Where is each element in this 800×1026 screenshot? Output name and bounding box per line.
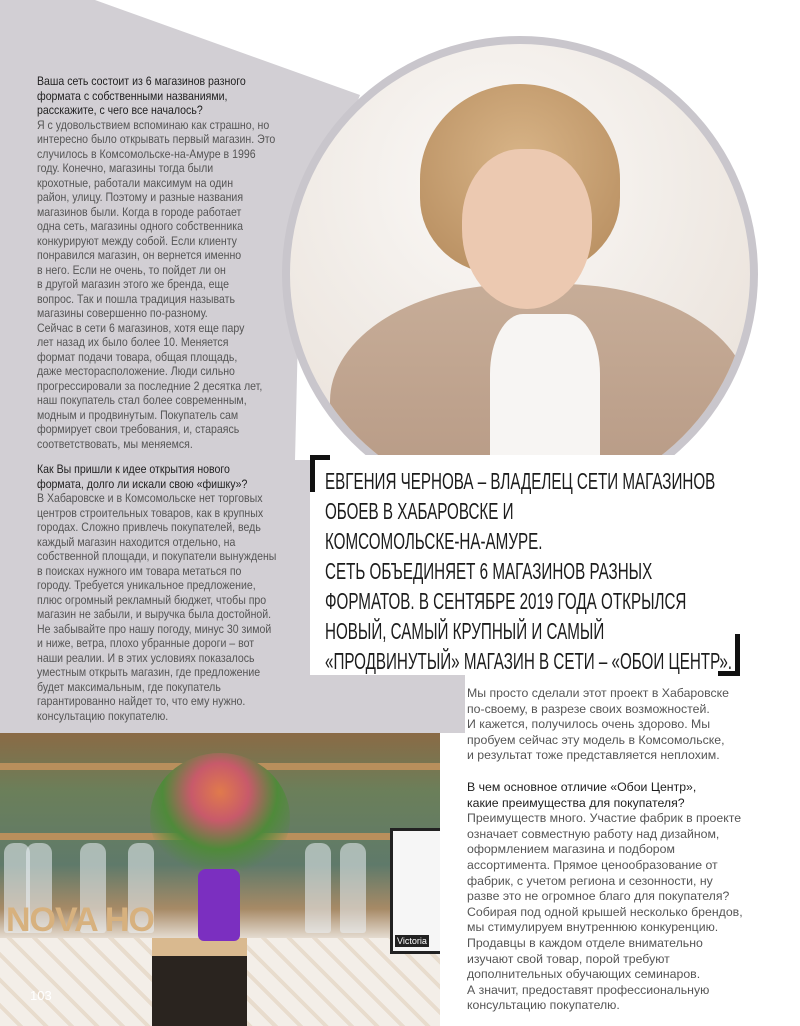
answer-text <box>467 811 743 1014</box>
purple-vase <box>198 869 240 941</box>
text-line: район, улицу. Поэтому и разные названия <box>37 190 244 204</box>
text-line: крохотные, работали максимум на один <box>37 175 234 190</box>
answer-text <box>37 491 276 723</box>
text-line: центров строительных товаров, как в крупных <box>37 505 264 520</box>
text-line: СЕТЬ ОБЪЕДИНЯЕТ 6 МАГАЗИНОВ РАЗНЫХ <box>325 558 653 584</box>
text-line: формирует свои требования, и, стараясь <box>37 422 240 436</box>
text-line: наш покупатель стал более современным, <box>37 393 247 407</box>
text-line: И кажется, получилось очень здорово. Мы <box>467 717 711 732</box>
text-line: НОВЫЙ, САМЫЙ КРУПНЫЙ И САМЫЙ <box>325 618 605 644</box>
text-line: будет максимальным, где покупатель <box>37 679 221 694</box>
text-line: мы стимулируем внутреннюю конкуренцию. <box>467 920 719 935</box>
text-line: лет назад их было более 10. Меняется <box>37 335 229 349</box>
wine-glass <box>305 843 331 933</box>
text-line: модным и продвинутым. Покупатель сам <box>37 407 239 422</box>
text-line: и результат тоже представляется неплохим. <box>467 748 720 763</box>
brand-sign <box>390 828 440 954</box>
text-line: магазины совершенно по-разному. <box>37 306 208 320</box>
text-line: Мы просто сделали этот проект в Хабаровске <box>467 686 729 700</box>
text-line: дополнительных обучающих семинаров. <box>467 967 701 982</box>
intro-text <box>467 686 743 764</box>
text-line: разве это не огромное благо для покупателя? <box>467 889 730 904</box>
text-line: Я с удовольствием вспоминаю как страшно, но <box>37 117 270 132</box>
question-line: В чем основное отличие «Обои Центр», <box>467 779 697 794</box>
question-line: формата, долго ли искали свою «фишку»? <box>37 476 248 491</box>
sign-label: Victoria <box>397 936 427 946</box>
question-line: Ваша сеть состоит из 6 магазинов разного <box>37 74 246 88</box>
question-line: Как Вы пришли к идее открытия нового <box>37 462 230 476</box>
text-line: Сейчас в сети 6 магазинов, хотя еще пару <box>37 320 245 335</box>
question-line: формата с собственными названиями, <box>37 88 228 103</box>
text-line: Не забывайте про нашу погоду, минус 30 зимой <box>37 621 272 636</box>
text-line: интересно было открывать первый магазин. Это <box>37 132 276 146</box>
table-center <box>152 938 247 1026</box>
text-line: магазин не забыли, и выручка была достойной. <box>37 607 272 621</box>
text-line: городу. Требуется уникальное предложение, <box>37 578 256 592</box>
text-line: случилось в Комсомольске-на-Амуре в 1996 <box>37 146 256 161</box>
text-line: В Хабаровске и в Комсомольске нет торговых <box>37 491 263 505</box>
portrait-face <box>462 149 592 309</box>
page-number: 103 <box>30 988 52 1003</box>
text-line: понравился магазин, он вернется именно <box>37 248 242 262</box>
text-line: фабрик, с учетом региона и сезонности, ну <box>467 873 713 888</box>
text-line: оформлением магазина и подбором <box>467 842 675 857</box>
text-line: наши реалии. И в этих условиях показалось <box>37 650 255 665</box>
text-line: «ПРОДВИНУТЫЙ» МАГАЗИН В СЕТИ – «ОБОИ ЦЕНТР». <box>325 648 733 674</box>
text-line: ОБОЕВ В ХАБАРОВСКЕ И <box>325 498 514 524</box>
store-interior-photo <box>0 733 440 1026</box>
question-line: какие преимущества для покупателя? <box>467 795 685 810</box>
text-line: консультацию покупателю. <box>37 708 169 723</box>
text-line: соответствовать, мы меняемся. <box>37 436 193 451</box>
pull-quote-text <box>325 466 733 676</box>
wine-glass <box>340 843 366 933</box>
text-line: ассортимента. Прямое ценообразование от <box>467 857 718 872</box>
flower-bouquet <box>150 753 290 883</box>
text-line: уместным открыть магазин, где предложение <box>37 665 261 679</box>
text-line: плюс огромный рекламный бюджет, чтобы про <box>37 592 267 607</box>
text-line: и ниже, ветра, плохо убранные дороги – вот <box>37 636 255 650</box>
text-line: по-своему, в разрезе своих возможностей. <box>467 701 710 716</box>
text-line: Преимуществ много. Участие фабрик в проекте <box>467 811 742 826</box>
left-column-section-2 <box>37 462 276 723</box>
answer-text <box>37 118 275 452</box>
text-line: А значит, предоставят профессиональную <box>467 982 710 997</box>
text-line: Собирая под одной крышей несколько брендов, <box>467 904 743 919</box>
text-line: КОМСОМОЛЬСКЕ-НА-АМУРЕ. <box>325 528 543 554</box>
text-line: пробуем сейчас эту модель в Комсомольске, <box>467 732 725 747</box>
text-line: ЕВГЕНИЯ ЧЕРНОВА – ВЛАДЕЛЕЦ СЕТИ МАГАЗИНОВ <box>325 468 716 494</box>
text-line: Продавцы в каждом отделе внимательно <box>467 935 703 950</box>
text-line: году. Конечно, магазины тогда были <box>37 161 214 175</box>
portrait-photo <box>290 44 750 504</box>
text-line: в поисках нужного им товара метаться по <box>37 563 242 578</box>
text-line: конкурируют между собой. Если клиенту <box>37 233 237 248</box>
text-line: формат подачи товара, общая площадь, <box>37 349 238 364</box>
text-line: одна сеть, магазины одного собственника <box>37 219 243 233</box>
left-column-section-1 <box>37 74 275 451</box>
text-line: гарантированно найдет то, что ему нужно. <box>37 694 246 708</box>
text-line: даже месторасположение. Люди сильно <box>37 364 235 378</box>
question-line: расскажите, с чего все началось? <box>37 103 203 117</box>
text-line: в него. Если не очень, то пойдет ли он <box>37 262 226 277</box>
text-line: означает совместную работу над дизайном, <box>467 826 720 841</box>
text-line: прогрессировали за последние 2 десятка лет, <box>37 378 263 393</box>
text-line: в другой магазин этого же бренда, еще <box>37 277 229 291</box>
text-line: городах. Сложно привлечь покупателей, ведь <box>37 520 261 534</box>
text-line: собственной площади, и покупатели вынуждены <box>37 549 277 563</box>
text-line: консультацию покупателю. <box>467 998 620 1013</box>
text-line: каждый магазин находится отдельно, на <box>37 534 236 549</box>
text-line: вопрос. Так и пошла традиция называть <box>37 291 235 306</box>
right-column <box>467 686 743 1014</box>
decor-letters: NOVA HO <box>6 901 154 939</box>
text-line: ФОРМАТОВ. В СЕНТЯБРЕ 2019 ГОДА ОТКРЫЛСЯ <box>325 588 687 614</box>
text-line: изучают свой товар, порой требуют <box>467 951 670 966</box>
text-line: магазинов были. Когда в городе работает <box>37 204 242 219</box>
